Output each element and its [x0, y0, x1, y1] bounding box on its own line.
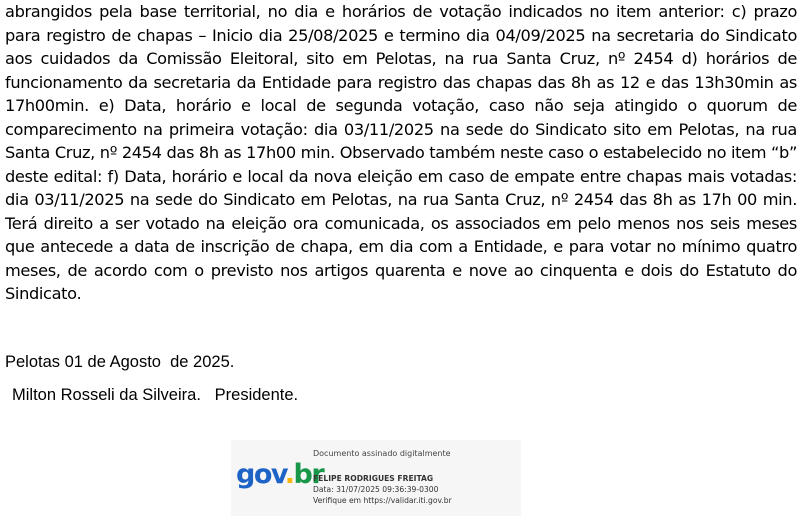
gov-br-logo-gov: gov [236, 459, 285, 490]
gov-br-logo-dot: . [284, 459, 294, 490]
signature-date: Data: 31/07/2025 09:36:39-0300 [313, 485, 439, 494]
signature-title: Documento assinado digitalmente [313, 449, 451, 458]
document-body-text: abrangidos pela base territorial, no dia e horários de votação indicados no item anterior: c) prazo para registro de chapas – Inicio dia 25/08/2025 e termino dia 04/09/2025 na secretaria do Sindicato aos cuidados da Comissão Eleitoral, sito em Pelotas, na rua Santa Cruz, nº 2454 d) horários de funcionamento da secretaria da Entidade para registro das chapas das 8h as 12 e das 13h30min as 17h00min. e) Data, horário e local de segunda votação, caso não seja atingido o quorum de comparecimento na primeira votação: dia 03/11/2025 na sede do Sindicato sito em Pelotas, na rua Santa Cruz, nº 2454 das 8h as 17h00 min. Observado também neste caso o estabelecido no item “b” deste edital: f) Data, horário e local da nova eleição em caso de empate entre chapas mais votadas: dia 03/11/2025 na sede do Sindicato em Pelotas, na rua Santa Cruz, nº 2454 das 8h as 17h 00 min. Terá direito a ser votado na eleição ora comunicada, os associados em pelo menos nos seis meses que antecede a data de inscrição de chapa, em dia com a Entidade, e para votar no mínimo quatro meses, de acordo com o previsto nos artigos quarenta e nove ao cinquenta e dois do Estatuto do Sindicato. [5, 2, 797, 303]
place-date: Pelotas 01 de Agosto de 2025. [5, 353, 235, 371]
digital-signature-stamp [231, 440, 521, 516]
signature-verify-link: Verifique em https://validar.iti.gov.br [313, 496, 452, 505]
gov-br-logo [236, 461, 323, 488]
signer-name-title: Milton Rosseli da Silveira. Presidente. [12, 386, 299, 404]
gov-br-logo-br: br [293, 459, 324, 490]
signature-signer-name: FELIPE RODRIGUES FREITAG [313, 474, 434, 483]
